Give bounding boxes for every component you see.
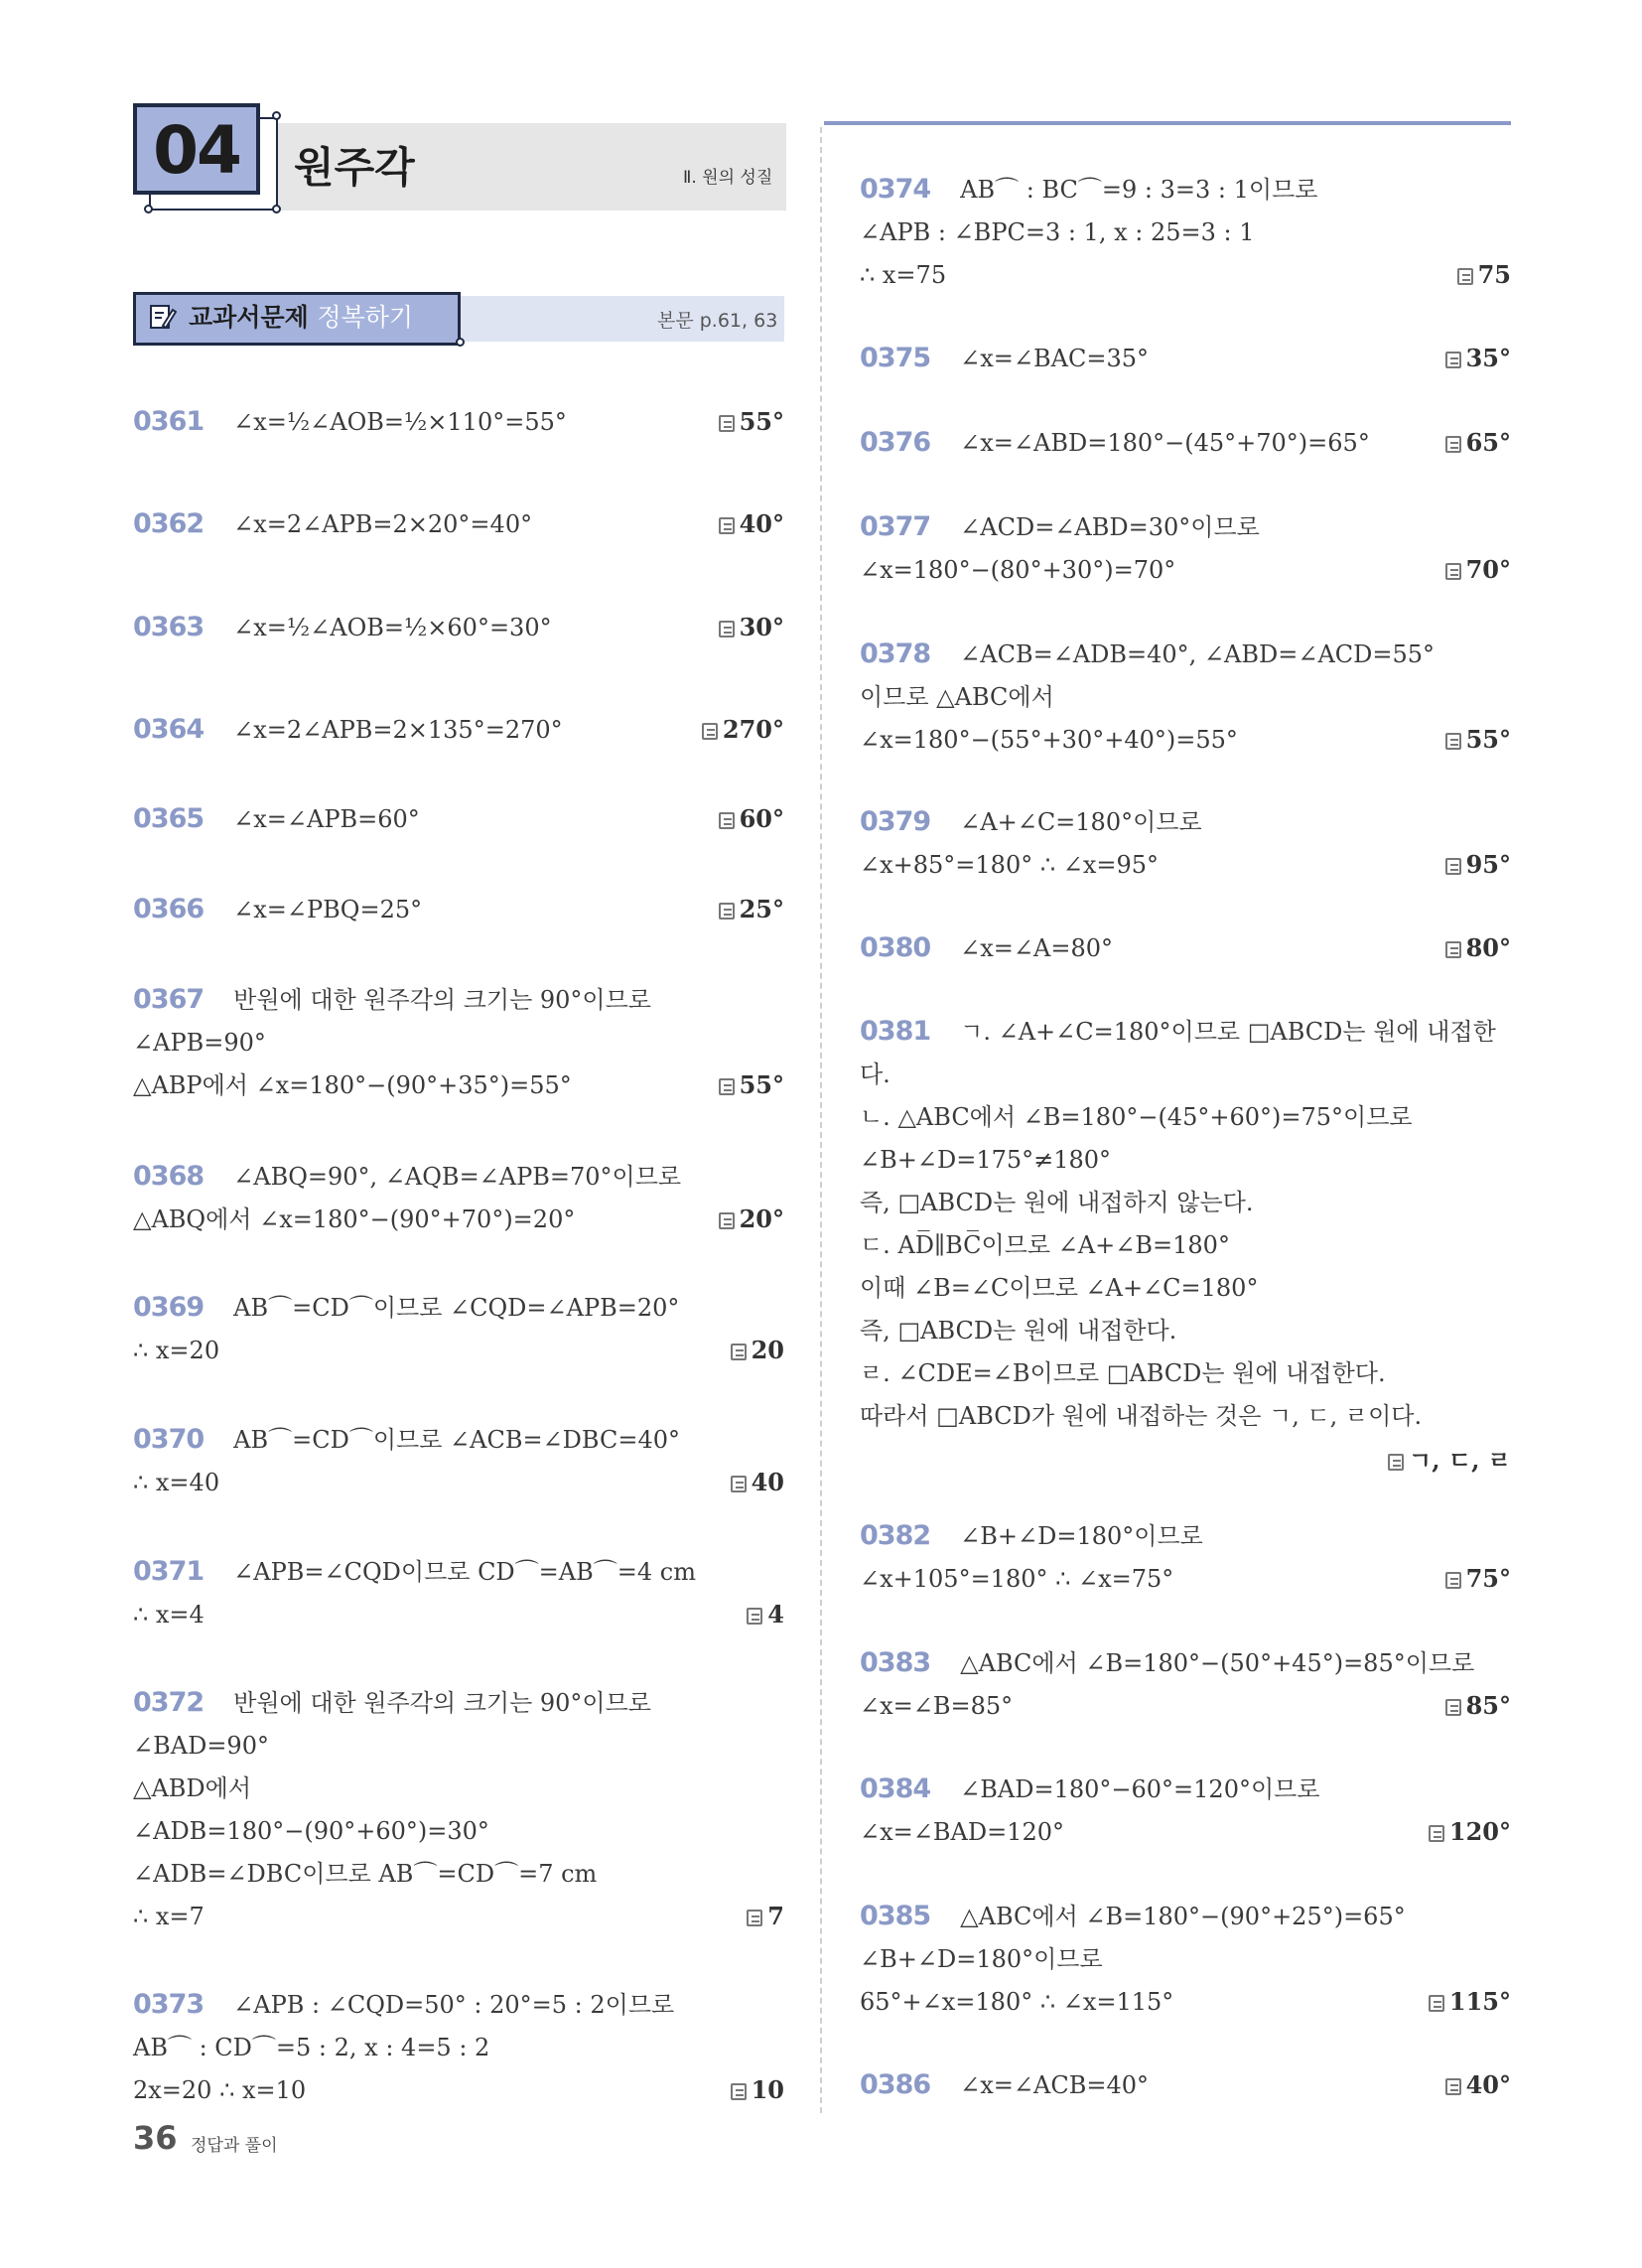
solution-line [860, 217, 1255, 247]
answer-value: 270° [722, 715, 784, 744]
solution-text: ∠ACD=∠ABD=30°이므로 [960, 513, 1260, 541]
solution-text: ∠B+∠D=175°≠180° [860, 1146, 1112, 1174]
answer [731, 1336, 784, 1365]
problem-number: 0361 [133, 406, 205, 437]
solution-line [133, 613, 552, 642]
answer [1445, 1564, 1511, 1594]
solution-line [133, 509, 532, 539]
solution-text: ㄷ. AD̅∥BC̅이므로 ∠A+∠B=180° [860, 1231, 1230, 1259]
unit-label: Ⅱ. 원의 성질 [683, 168, 773, 188]
problem-number: 0364 [133, 714, 205, 745]
solution-line [860, 1188, 1254, 1217]
answer [1445, 725, 1511, 755]
answer-icon [1457, 268, 1473, 285]
solution-line [860, 1017, 1496, 1047]
solution-line [133, 1205, 575, 1234]
solution-line [133, 1859, 597, 1889]
problem-number: 0386 [860, 2069, 931, 2100]
answer-icon [719, 903, 735, 920]
solution-text: ∠x+105°=180° ∴ ∠x=75° [860, 1565, 1174, 1593]
answer [719, 509, 784, 539]
solution-text: 즉, □ABCD는 원에 내접한다. [860, 1317, 1177, 1345]
solution-line [860, 1648, 1474, 1678]
solution-text: AB⌒ : CD⌒=5 : 2, x : 4=5 : 2 [133, 2034, 490, 2061]
problem-number: 0369 [133, 1292, 205, 1323]
solution-text: ∠B+∠D=180°이므로 [860, 1945, 1103, 1973]
problem-number: 0377 [860, 511, 931, 542]
solution-line [860, 1060, 890, 1089]
answer [719, 613, 784, 642]
answer-value: 65° [1465, 428, 1511, 457]
answer-value: 25° [739, 895, 784, 923]
solution-line [860, 512, 1260, 542]
solution-text: ∠APB : ∠CQD=50° : 20°=5 : 2이므로 [233, 1991, 675, 2019]
solution-text: 이므로 △ABC에서 [860, 683, 1054, 711]
answer [719, 1070, 784, 1100]
answer-value: 120° [1448, 1817, 1511, 1846]
solution-line [133, 715, 563, 745]
answer-icon [1445, 858, 1461, 875]
solution-text: 반원에 대한 원주각의 크기는 90°이므로 [233, 1689, 651, 1717]
solution-line [133, 1162, 681, 1192]
problem-number: 0367 [133, 984, 205, 1015]
solution-line [860, 725, 1238, 755]
answer-value: 20 [751, 1336, 784, 1364]
answer-value: 80° [1465, 933, 1511, 962]
answer-value: 7 [767, 1902, 784, 1930]
answer-icon [719, 621, 735, 638]
problem-number: 0370 [133, 1424, 205, 1455]
chapter-title: 원주각 [294, 143, 415, 192]
solution-line [860, 344, 1149, 373]
solution-text: AB⌒=CD⌒이므로 ∠CQD=∠APB=20° [233, 1294, 680, 1322]
solution-text: ∠APB=90° [133, 1029, 266, 1057]
solution-line [133, 804, 420, 834]
solution-text: ∠x=∠B=85° [860, 1692, 1014, 1720]
answer [1388, 1446, 1511, 1476]
answer [1445, 555, 1511, 585]
solution-line [133, 1468, 219, 1497]
answer-value: ㄱ, ㄷ, ㄹ [1409, 1446, 1511, 1475]
solution-text: ㄱ. ∠A+∠C=180°이므로 □ABCD는 원에 내접한 [960, 1018, 1496, 1046]
problem-number: 0384 [860, 1773, 931, 1804]
answer-icon [719, 517, 735, 534]
problem-number: 0372 [133, 1687, 205, 1718]
solution-line [133, 407, 567, 437]
solution-text: ∠BAD=90° [133, 1732, 269, 1760]
page-number: 36 [133, 2119, 178, 2157]
solution-text: △ABC에서 ∠B=180°−(90°+25°)=65° [960, 1903, 1406, 1930]
solution-line [133, 1816, 489, 1846]
answer-value: 85° [1465, 1691, 1511, 1720]
solution-line [860, 1691, 1013, 1721]
answer-icon [731, 1476, 747, 1492]
solution-line [860, 1401, 1422, 1431]
solution-text: ∠ADB=180°−(90°+60°)=30° [133, 1817, 489, 1845]
solution-line [860, 1774, 1320, 1804]
answer-icon [747, 1608, 762, 1625]
pencil-icon [149, 302, 177, 332]
solution-text: 2x=20 ∴ x=10 [133, 2076, 307, 2104]
section-title-sub: 정복하기 [317, 303, 414, 332]
solution-line [860, 639, 1435, 669]
problem-number: 0371 [133, 1556, 205, 1587]
answer-value: 70° [1465, 555, 1511, 584]
solution-text: ∠x=∠PBQ=25° [233, 896, 423, 923]
answer [719, 1205, 784, 1234]
solution-text: 65°+∠x=180° ∴ ∠x=115° [860, 1988, 1174, 2016]
solution-line [860, 555, 1175, 585]
solution-line [133, 1990, 674, 2020]
solution-text: ∠x=∠ABD=180°−(45°+70°)=65° [960, 429, 1370, 457]
solution-text: 이때 ∠B=∠C이므로 ∠A+∠C=180° [860, 1274, 1259, 1302]
solution-text: △ABD에서 [133, 1774, 252, 1802]
solution-line [133, 1425, 680, 1455]
footer-label: 정답과 풀이 [191, 2136, 278, 2156]
solution-line [133, 1557, 696, 1587]
solution-text: ∠x=∠APB=60° [233, 805, 420, 833]
solution-text: ∠x=∠ACB=40° [960, 2071, 1149, 2099]
solution-line [860, 1944, 1103, 1974]
answer-icon [702, 723, 718, 740]
problem-number: 0373 [133, 1989, 205, 2020]
answer-value: 75° [1465, 1564, 1511, 1593]
solution-text: ∴ x=40 [133, 1469, 220, 1496]
problem-number: 0379 [860, 806, 931, 837]
answer-value: 20° [739, 1205, 784, 1233]
solution-line [133, 895, 422, 924]
solution-line [860, 1521, 1203, 1551]
decor-dot [272, 205, 281, 213]
solution-line [860, 1987, 1173, 2017]
answer [719, 804, 784, 834]
solution-line [133, 1070, 572, 1100]
solution-line [133, 985, 651, 1015]
solution-text: ∠x=½∠AOB=½×110°=55° [233, 408, 567, 436]
answer [1445, 933, 1511, 963]
solution-line [860, 1316, 1176, 1346]
answer-value: 55° [1465, 725, 1511, 754]
solution-text: ∠BAD=180°−60°=120°이므로 [960, 1775, 1320, 1803]
solution-text: △ABQ에서 ∠x=180°−(90°+70°)=20° [133, 1205, 576, 1233]
chapter-number-box [133, 103, 260, 195]
answer-value: 40° [1465, 2070, 1511, 2099]
solution-line [133, 1336, 219, 1365]
decor-dot [456, 338, 465, 347]
solution-line [860, 850, 1159, 880]
problem-number: 0385 [860, 1901, 931, 1931]
answer-icon [719, 1212, 735, 1229]
solution-text: AB⌒ : BC⌒=9 : 3=3 : 1이므로 [960, 176, 1318, 204]
answer-value: 40 [751, 1468, 784, 1496]
answer [731, 2075, 784, 2105]
problem-number: 0365 [133, 803, 205, 834]
solution-text: ∠x=2∠APB=2×20°=40° [233, 510, 533, 538]
solution-text: ∴ x=4 [133, 1601, 205, 1629]
solution-line [860, 428, 1370, 458]
solution-text: ∠x=½∠AOB=½×60°=30° [233, 614, 552, 641]
answer-value: 55° [739, 1070, 784, 1099]
decor-dot [272, 111, 281, 120]
problem-number: 0368 [133, 1161, 205, 1192]
answer [731, 1468, 784, 1497]
solution-text: ∠x=∠A=80° [960, 934, 1113, 962]
solution-text: ∠x+85°=180° ∴ ∠x=95° [860, 851, 1160, 879]
solution-text: AB⌒=CD⌒이므로 ∠ACB=∠DBC=40° [233, 1426, 681, 1454]
answer [747, 1902, 784, 1931]
answer-value: 40° [739, 509, 784, 538]
answer-icon [1445, 563, 1461, 580]
solution-line [860, 682, 1054, 712]
problem-number: 0383 [860, 1647, 931, 1678]
answer-icon [1445, 1699, 1461, 1716]
answer [747, 1600, 784, 1630]
solution-text: ∠x=∠BAC=35° [960, 345, 1149, 372]
answer [1429, 1817, 1511, 1847]
header-rule [824, 121, 1511, 125]
problem-number: 0363 [133, 612, 205, 642]
solution-line [133, 2033, 489, 2062]
solution-line [860, 175, 1317, 205]
solution-line [133, 1773, 251, 1803]
problem-number: 0366 [133, 894, 205, 924]
solution-text: ∠A+∠C=180°이므로 [960, 808, 1202, 836]
answer [1445, 850, 1511, 880]
solution-line [860, 1102, 1413, 1132]
answer-icon [1445, 733, 1461, 750]
solution-text: ∴ x=20 [133, 1337, 220, 1364]
problem-number: 0378 [860, 638, 931, 669]
decor-dot [144, 205, 153, 213]
answer-value: 30° [739, 613, 784, 641]
answer-icon [1445, 436, 1461, 453]
column-divider [820, 127, 822, 2113]
solution-line [860, 260, 946, 290]
answer [1445, 2070, 1511, 2100]
answer-icon [1445, 352, 1461, 368]
solution-text: ∠x=180°−(80°+30°)=70° [860, 556, 1176, 584]
problem-number: 0375 [860, 343, 931, 373]
answer-icon [1388, 1454, 1404, 1471]
answer [1445, 1691, 1511, 1721]
solution-text: △ABP에서 ∠x=180°−(90°+35°)=55° [133, 1071, 572, 1099]
solution-text: ∠ACB=∠ADB=40°, ∠ABD=∠ACD=55° [960, 640, 1436, 668]
problem-number: 0374 [860, 174, 931, 205]
problem-number: 0362 [133, 508, 205, 539]
chapter-number: 04 [153, 112, 240, 189]
answer-icon [1445, 941, 1461, 958]
answer-value: 4 [767, 1600, 784, 1629]
answer [719, 407, 784, 437]
solution-line [860, 1230, 1230, 1260]
solution-line [133, 1688, 651, 1718]
answer-icon [1429, 1995, 1444, 2012]
answer-value: 35° [1465, 344, 1511, 372]
solution-line [860, 807, 1202, 837]
answer [719, 895, 784, 924]
solution-text: ∠APB : ∠BPC=3 : 1, x : 25=3 : 1 [860, 218, 1255, 246]
answer-value: 10 [751, 2075, 784, 2104]
answer-icon [1445, 1572, 1461, 1589]
solution-line [860, 1817, 1064, 1847]
answer-icon [719, 812, 735, 829]
solution-text: ∴ x=75 [860, 261, 947, 289]
section-title [189, 298, 413, 334]
answer-icon [1429, 1825, 1444, 1842]
solution-line [133, 1731, 269, 1761]
solution-text: ∴ x=7 [133, 1903, 205, 1930]
solution-text: 다. [860, 1061, 890, 1088]
solution-line [860, 2070, 1149, 2100]
solution-line [860, 1564, 1173, 1594]
solution-text: ∠x=∠BAD=120° [860, 1818, 1064, 1846]
solution-line [133, 1600, 205, 1630]
answer-value: 115° [1448, 1987, 1511, 2016]
solution-text: ∠x=2∠APB=2×135°=270° [233, 716, 563, 744]
answer-icon [731, 2083, 747, 2100]
problem-number: 0381 [860, 1016, 931, 1047]
section-title-main: 교과서문제 [189, 303, 309, 332]
solution-text: 따라서 □ABCD가 원에 내접하는 것은 ㄱ, ㄷ, ㄹ이다. [860, 1402, 1423, 1430]
solution-text: ∠ABQ=90°, ∠AQB=∠APB=70°이므로 [233, 1163, 682, 1191]
solution-text: ∠ADB=∠DBC이므로 AB⌒=CD⌒=7 cm [133, 1860, 598, 1888]
solution-line [860, 1273, 1258, 1303]
answer [702, 715, 784, 745]
problem-number: 0376 [860, 427, 931, 458]
answer-value: 75 [1477, 260, 1511, 289]
solution-text: ∠APB=∠CQD이므로 CD⌒=AB⌒=4 cm [233, 1558, 696, 1586]
answer [1457, 260, 1511, 290]
answer-icon [1445, 2078, 1461, 2095]
solution-line [860, 933, 1113, 963]
problem-number: 0382 [860, 1520, 931, 1551]
solution-line [133, 1028, 266, 1058]
answer-value: 60° [739, 804, 784, 833]
solution-line [133, 1902, 205, 1931]
answer-icon [731, 1344, 747, 1360]
answer [1445, 428, 1511, 458]
solution-text: ∠x=180°−(55°+30°+40°)=55° [860, 726, 1238, 754]
solution-text: ㄴ. △ABC에서 ∠B=180°−(45°+60°)=75°이므로 [860, 1103, 1413, 1131]
solution-text: ∠B+∠D=180°이므로 [960, 1522, 1203, 1550]
solution-line [860, 1902, 1406, 1931]
solution-text: 반원에 대한 원주각의 크기는 90°이므로 [233, 986, 651, 1014]
solution-line [860, 1358, 1386, 1388]
answer-icon [747, 1910, 762, 1926]
answer-icon [719, 415, 735, 432]
answer-value: 55° [739, 407, 784, 436]
solution-line [860, 1145, 1111, 1175]
solution-text: △ABC에서 ∠B=180°−(50°+45°)=85°이므로 [960, 1649, 1475, 1677]
answer [1445, 344, 1511, 373]
answer [1429, 1987, 1511, 2017]
answer-icon [719, 1078, 735, 1095]
page-reference: 본문 p.61, 63 [657, 310, 778, 332]
solution-line [133, 2075, 306, 2105]
solution-text: ㄹ. ∠CDE=∠B이므로 □ABCD는 원에 내접한다. [860, 1359, 1386, 1387]
answer-value: 95° [1465, 850, 1511, 879]
problem-number: 0380 [860, 932, 931, 963]
solution-text: 즉, □ABCD는 원에 내접하지 않는다. [860, 1189, 1254, 1216]
solution-line [133, 1293, 679, 1323]
